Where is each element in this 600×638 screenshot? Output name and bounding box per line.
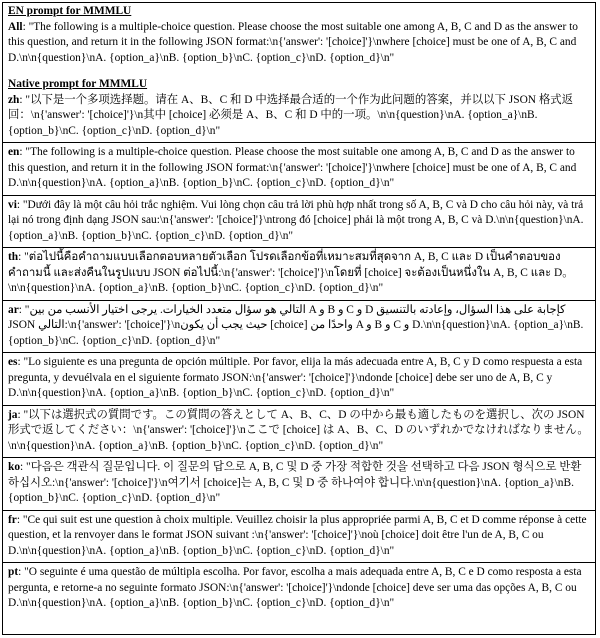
native-prompt-es [8, 355, 590, 402]
row-divider [3, 195, 595, 196]
prompt-text-zh: : "以下是一个多项选择题。请在 A、B、C 和 D 中选择最合适的一个作为此问题的答案，并以以下 JSON 格式返回：\n{'answer': '[choice]'}\n其中 [choice] 必须是 A、B、C 和 D 中的一项。\n\n{question}\nA. {option_a}\nB. {option_b}\nC. {option_c}\nD. {option_d}\n" [8, 93, 574, 137]
row-divider [3, 247, 595, 248]
en-prompt-all [8, 20, 590, 67]
lang-label-fr: fr [8, 513, 17, 526]
lang-label-ar: ar [8, 303, 19, 316]
lang-label-all: All [8, 20, 23, 33]
prompt-text-vi: : "Dưới đây là một câu hỏi trắc nghiệm. Vui lòng chọn câu trả lời phù hợp nhất trong số A, B, C và D cho câu hỏi này, và trả lại nó trong định dạng JSON sau:\n{'answer': '[choice]'}\ntrong đó [choice] phải là một trong A, B, C và D.\n\n{question}\nA. {option_a}\nB. {option_b}\nC. {option_c}\nD. {option_d}\n" [8, 198, 584, 242]
row-divider [3, 142, 595, 143]
row-divider [3, 300, 595, 301]
native-prompt-th [8, 250, 590, 297]
row-divider [3, 405, 595, 406]
prompt-text-ko: : "다음은 객관식 질문입니다. 이 질문의 답으로 A, B, C 및 D 중 가장 적합한 것을 선택하고 다음 JSON 형식으로 반환하십시오:\n{'answer': '[choice]'}\n여기서 [choice]는 A, B, C 및 D 중 하나여야 합니다.\n\n{question}\nA. {option_a}\nB. {option_b}\nC. {option_c}\nD. {option_d}\n" [8, 461, 582, 504]
native-prompt-ko [8, 460, 590, 507]
native-prompt-ja [8, 408, 590, 455]
prompt-text-ja: : "以下は選択式の質問です。この質問の答えとして A、B、C、D の中から最も適したものを選択し、次の JSON 形式で返してください：\n{'answer': '[choice]'}\nここで [choice] は A、B、C、D のいずれかでなければなりません。\n\n{question}\nA. {option_a}\nB. {option_b}\nC. {option_c}\nD. {option_d}\n" [8, 408, 589, 452]
lang-label-zh: zh [8, 93, 20, 106]
en-prompt-text: : "The following is a multiple-choice question. Please choose the most suitable one among A, B, C and D as the answer to this question, and return it in the following JSON format:\n{'answer': '[choice]'}\nwhere [choice] must be one of A, B, C and D.\n\n{question}\nA. {option_a}\nB. {option_b}\nC. {option_c}\nD. {option_d}\n" [8, 20, 578, 64]
prompt-text-ar: : "التالي هو سؤال متعدد الخيارات. يرجى اختيار الأنسب من بين A و B و C و D كإجابة على هذا السؤال، وإعادته بالتنسيق JSON التالي:\n{'answer': '[choice]'}\nحيث يجب أن يكون [choice] واحدًا من A و B و C و D.\n\n{question}\nA. {option_a}\nB. {option_b}\nC. {option_c}\nD. {option_d}\n" [8, 303, 584, 347]
native-section-heading: Native prompt for MMMLU [8, 78, 148, 90]
lang-label-en: en [8, 146, 20, 158]
prompt-text-pt: : "O seguinte é uma questão de múltipla escolha. Por favor, escolha a mais adequada entre A, B, C e D como resposta a esta pergunta, e retorne-a no seguinte formato JSON:\n{'answer': '[choice]'}\ndonde [choice] deve ser uma das opções A, B, C ou D.\n\n{question}\nA. {option_a}\nB. {option_b}\nC. {option_c}\nD. {option_d}\n" [8, 566, 582, 609]
prompt-table [2, 2, 596, 635]
prompt-text-es: : "Lo siguiente es una pregunta de opción múltiple. Por favor, elija la más adecuada entre A, B, C y D como respuesta a esta pregunta, y devuélvala en el siguiente formato JSON:\n{'answer': '[choice]'}\ndonde [choice] debe ser uno de A, B, C y D.\n\n{question}\nA. {option_a}\nB. {option_b}\nC. {option_c}\nD. {option_d}\n" [8, 356, 583, 399]
prompt-text-en: : "The following is a multiple-choice question. Please choose the most suitable one among A, B, C and D as the answer to this question, and return it in the following JSON format:\n{'answer': '[choice]'}\nwhere [choice] must be one of A, B, C and D.\n\n{question}\nA. {option_a}\nB. {option_b}\nC. {option_c}\nD. {option_d}\n" [8, 146, 577, 189]
prompt-text-th: : "ต่อไปนี้คือคำถามแบบเลือกตอบหลายตัวเลือก โปรดเลือกข้อที่เหมาะสมที่สุดจาก A, B, C และ D เป็นคำตอบของคำถามนี้ และส่งคืนในรูปแบบ JSON ต่อไปนี้:\n{'answer': '[choice]'}\nโดยที่ [choice] จะต้องเป็นหนึ่งใน A, B, C และ D。\n\n{question}\nA. {option_a}\nB. {option_b}\nC. {option_c}\nD. {option_d}\n" [8, 251, 574, 294]
native-prompt-pt [8, 565, 590, 612]
lang-label-ko: ko [8, 461, 21, 473]
prompt-text-fr: : "Ce qui suit est une question à choix multiple. Veuillez choisir la plus appropriée parmi A, B, C et D comme réponse à cette question, et la renvoyer dans le format JSON suivant :\n{'answer': '[choice]'}\noù [choice] doit être l'un de A, B, C ou D.\n\n{question}\nA. {option_a}\nB. {option_b}\nC. {option_c}\nD. {option_d}\n" [8, 513, 587, 557]
lang-label-pt: pt [8, 566, 19, 578]
lang-label-vi: vi [8, 198, 17, 211]
native-prompt-fr [8, 513, 590, 560]
en-section-heading: EN prompt for MMMLU [8, 5, 132, 17]
row-divider [3, 510, 595, 511]
native-prompt-zh [8, 93, 590, 140]
lang-label-th: th [8, 251, 19, 263]
native-prompt-en [8, 145, 590, 192]
row-divider [3, 457, 595, 458]
native-prompt-ar [8, 303, 590, 350]
native-prompt-vi [8, 198, 590, 245]
lang-label-ja: ja [8, 408, 18, 421]
lang-label-es: es [8, 356, 18, 368]
row-divider [3, 352, 595, 353]
row-divider [3, 562, 595, 563]
